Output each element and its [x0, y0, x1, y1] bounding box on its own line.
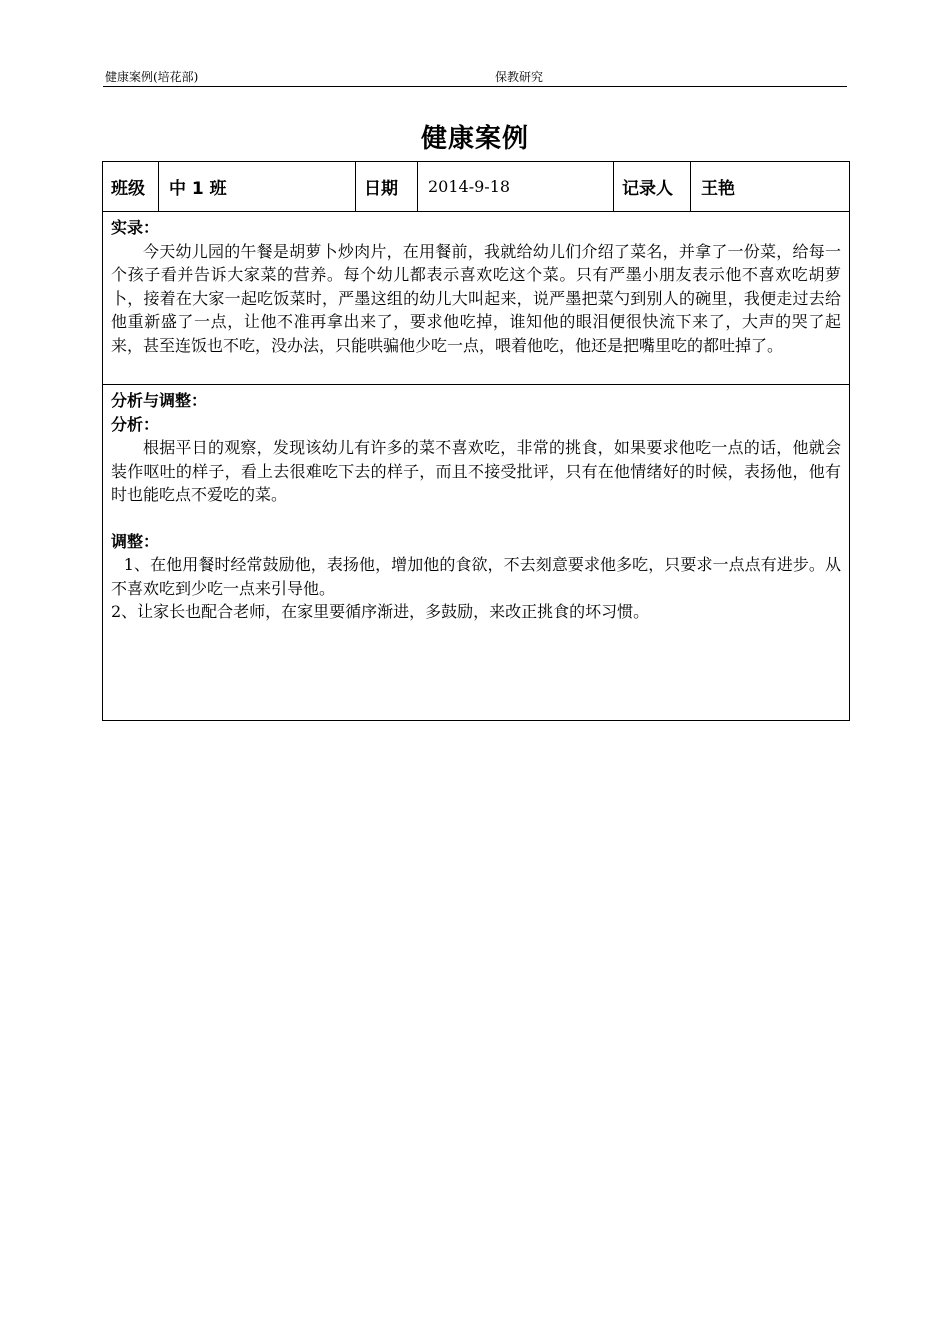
header-left-text: 健康案例(培花部) — [105, 70, 199, 84]
page-header — [103, 66, 847, 87]
header-center-text: 保教研究 — [495, 70, 544, 84]
analysis-text: 根据平日的观察，发现该幼儿有许多的菜不喜欢吃，非常的挑食，如果要求他吃一点的话，他就会装作呕吐的样子，看上去很难吃下去的样子，而且不接受批评，只有在他情绪好的时候，表扬他，他有时也能吃点不爱吃的菜。 — [111, 438, 841, 504]
record-heading: 实录： — [111, 218, 160, 237]
class-value: 中 1 班 — [159, 162, 356, 212]
date-label: 日期 — [356, 162, 418, 212]
analysis-heading: 分析与调整： — [111, 391, 208, 410]
adjust-heading: 调整： — [111, 531, 160, 551]
record-row — [103, 212, 850, 385]
case-table — [102, 161, 850, 721]
meta-row — [103, 162, 850, 212]
recorder-value: 王艳 — [691, 162, 850, 212]
record-text: 今天幼儿园的午餐是胡萝卜炒肉片，在用餐前，我就给幼儿们介绍了菜名，并拿了一份菜，给每一个孩子看并告诉大家菜的营养。每个幼儿都表示喜欢吃这个菜。只有严墨小朋友表示他不喜欢吃胡萝卜，接着在大家一起吃饭菜时，严墨这组的幼儿大叫起来，说严墨把菜勺到别人的碗里，我便走过去给他重新盛了一点，让他不准再拿出来了，要求他吃掉，谁知他的眼泪便很快流下来了，大声的哭了起来，甚至连饭也不吃，没办法，只能哄骗他少吃一点，喂着他吃，他还是把嘴里吃的都吐掉了。 — [111, 241, 841, 355]
record-cell — [103, 212, 850, 385]
adjust-item-2: 2、让家长也配合老师，在家里要循序渐进，多鼓励，来改正挑食的坏习惯。 — [111, 602, 650, 621]
analysis-row — [103, 385, 850, 721]
class-label: 班级 — [103, 162, 159, 212]
recorder-label: 记录人 — [614, 162, 691, 212]
document-title: 健康案例 — [420, 124, 529, 154]
spacer — [111, 507, 841, 530]
adjust-item-1: 1、在他用餐时经常鼓励他，表扬他，增加他的食欲，不去刻意要求他多吃，只要求一点点有进步。从不喜欢吃到少吃一点来引导他。 — [111, 555, 841, 598]
analysis-cell — [103, 385, 850, 721]
date-value: 2014-9-18 — [418, 162, 614, 212]
analysis-sub-heading: 分析： — [111, 414, 160, 434]
